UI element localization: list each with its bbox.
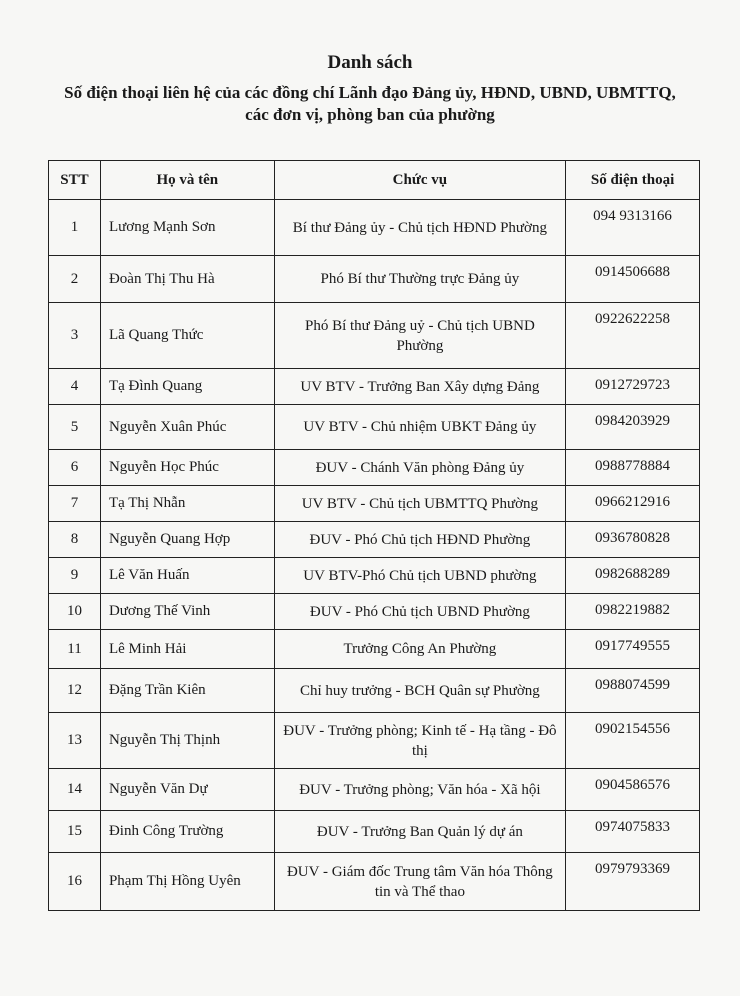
row-stt: 2 xyxy=(49,256,101,303)
row-stt: 16 xyxy=(49,853,101,911)
row-phone: 0912729723 xyxy=(566,369,700,405)
row-stt: 12 xyxy=(49,669,101,713)
row-position: UV BTV - Chủ nhiệm UBKT Đảng ủy xyxy=(274,405,565,450)
table-row xyxy=(49,669,700,713)
table-row xyxy=(49,713,700,769)
row-phone: 0936780828 xyxy=(566,522,700,558)
row-position: ĐUV - Trưởng phòng; Kinh tế - Hạ tầng - Đô thị xyxy=(274,713,565,769)
row-position: Bí thư Đảng ủy - Chủ tịch HĐND Phường xyxy=(274,200,565,256)
row-position: ĐUV - Phó Chủ tịch HĐND Phường xyxy=(274,522,565,558)
row-phone: 0922622258 xyxy=(566,303,700,369)
document-subtitle: Số điện thoại liên hệ của các đồng chí Lãnh đạo Đảng ủy, HĐND, UBND, UBMTTQ, các đơn vị, phòng ban của phường xyxy=(64,83,676,124)
row-name: Phạm Thị Hồng Uyên xyxy=(100,853,274,911)
row-stt: 11 xyxy=(49,630,101,669)
row-position: Phó Bí thư Thường trực Đảng ủy xyxy=(274,256,565,303)
row-phone: 0982688289 xyxy=(566,558,700,594)
row-name: Nguyễn Xuân Phúc xyxy=(100,405,274,450)
table-row xyxy=(49,558,700,594)
row-name: Tạ Đình Quang xyxy=(100,369,274,405)
row-phone: 0974075833 xyxy=(566,811,700,853)
table-row xyxy=(49,200,700,256)
table-row xyxy=(49,630,700,669)
row-phone: 0984203929 xyxy=(566,405,700,450)
header-phone: Số điện thoại xyxy=(566,161,700,200)
row-position: ĐUV - Phó Chủ tịch UBND Phường xyxy=(274,594,565,630)
row-position: Trưởng Công An Phường xyxy=(274,630,565,669)
row-phone: 0966212916 xyxy=(566,486,700,522)
table-row xyxy=(49,594,700,630)
row-stt: 3 xyxy=(49,303,101,369)
row-phone: 0917749555 xyxy=(566,630,700,669)
row-phone: 0979793369 xyxy=(566,853,700,911)
header-stt: STT xyxy=(49,161,101,200)
row-position: Chỉ huy trưởng - BCH Quân sự Phường xyxy=(274,669,565,713)
row-position: UV BTV - Chủ tịch UBMTTQ Phường xyxy=(274,486,565,522)
row-position: UV BTV - Trưởng Ban Xây dựng Đảng xyxy=(274,369,565,405)
row-phone: 0904586576 xyxy=(566,769,700,811)
row-name: Đặng Trần Kiên xyxy=(100,669,274,713)
header-name: Họ và tên xyxy=(100,161,274,200)
table-header-row xyxy=(49,161,700,200)
row-stt: 7 xyxy=(49,486,101,522)
row-stt: 8 xyxy=(49,522,101,558)
table-row xyxy=(49,769,700,811)
row-name: Lương Mạnh Sơn xyxy=(100,200,274,256)
table-row xyxy=(49,450,700,486)
row-stt: 5 xyxy=(49,405,101,450)
row-position: Phó Bí thư Đảng uỷ - Chủ tịch UBND Phường xyxy=(274,303,565,369)
row-stt: 1 xyxy=(49,200,101,256)
row-phone: 0914506688 xyxy=(566,256,700,303)
row-stt: 4 xyxy=(49,369,101,405)
row-name: Nguyễn Học Phúc xyxy=(100,450,274,486)
row-phone: 0982219882 xyxy=(566,594,700,630)
row-position: ĐUV - Trưởng phòng; Văn hóa - Xã hội xyxy=(274,769,565,811)
row-name: Đoàn Thị Thu Hà xyxy=(100,256,274,303)
row-position: ĐUV - Chánh Văn phòng Đảng ủy xyxy=(274,450,565,486)
document-title: Danh sách xyxy=(327,52,413,73)
row-name: Nguyễn Quang Hợp xyxy=(100,522,274,558)
row-name: Lã Quang Thức xyxy=(100,303,274,369)
row-name: Lê Văn Huấn xyxy=(100,558,274,594)
row-stt: 6 xyxy=(49,450,101,486)
row-stt: 10 xyxy=(49,594,101,630)
header-position: Chức vụ xyxy=(274,161,565,200)
row-phone: 0902154556 xyxy=(566,713,700,769)
row-position: UV BTV-Phó Chủ tịch UBND phường xyxy=(274,558,565,594)
row-stt: 15 xyxy=(49,811,101,853)
row-position: ĐUV - Giám đốc Trung tâm Văn hóa Thông tin và Thể thao xyxy=(274,853,565,911)
row-phone: 094 9313166 xyxy=(566,200,700,256)
row-stt: 14 xyxy=(49,769,101,811)
table-row xyxy=(49,303,700,369)
table-row xyxy=(49,486,700,522)
row-name: Nguyễn Thị Thịnh xyxy=(100,713,274,769)
row-position: ĐUV - Trưởng Ban Quản lý dự án xyxy=(274,811,565,853)
row-name: Lê Minh Hải xyxy=(100,630,274,669)
contact-table xyxy=(48,160,700,911)
row-name: Tạ Thị Nhẫn xyxy=(100,486,274,522)
table-row xyxy=(49,853,700,911)
row-phone: 0988074599 xyxy=(566,669,700,713)
table-row xyxy=(49,405,700,450)
row-name: Đinh Công Trường xyxy=(100,811,274,853)
row-name: Nguyễn Văn Dự xyxy=(100,769,274,811)
row-stt: 13 xyxy=(49,713,101,769)
table-row xyxy=(49,522,700,558)
table-row xyxy=(49,256,700,303)
table-row xyxy=(49,369,700,405)
table-row xyxy=(49,811,700,853)
table-body xyxy=(49,200,700,911)
row-phone: 0988778884 xyxy=(566,450,700,486)
row-stt: 9 xyxy=(49,558,101,594)
row-name: Dương Thế Vinh xyxy=(100,594,274,630)
